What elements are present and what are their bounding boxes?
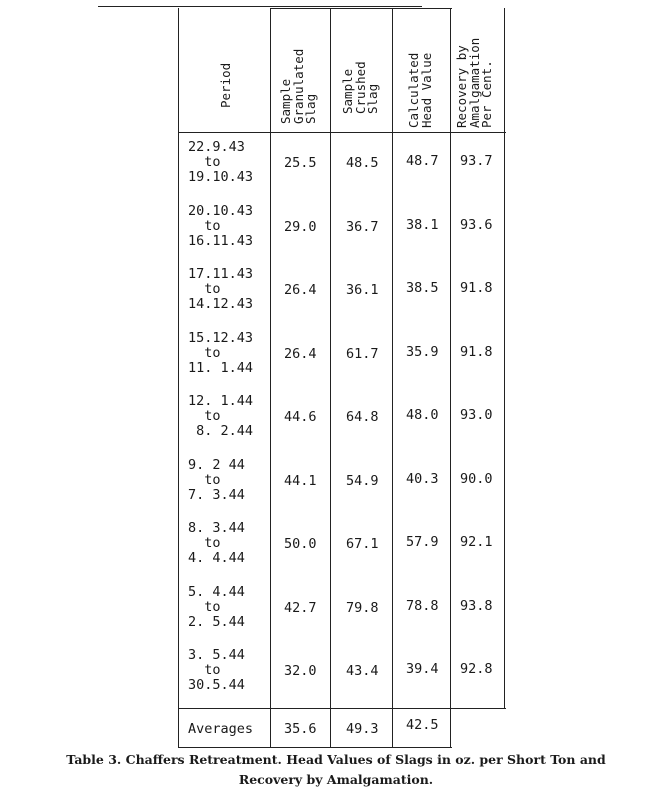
row-crushed: 48.5 xyxy=(346,155,379,171)
row-recovery: 92.1 xyxy=(460,534,493,550)
row-recovery: 93.6 xyxy=(460,216,493,233)
header-period-text: Period xyxy=(218,62,233,108)
row-calculated: 48.0 xyxy=(406,407,439,423)
row-calculated: 40.3 xyxy=(406,470,439,487)
row-crushed: 61.7 xyxy=(346,345,379,362)
averages-top-rule xyxy=(178,708,506,709)
row-recovery: 92.8 xyxy=(460,661,493,677)
row-period: 8. 3.44 to 4. 4.44 xyxy=(188,520,245,566)
row-calculated: 38.1 xyxy=(406,216,439,233)
row-period: 9. 2 44 to 7. 3.44 xyxy=(188,456,245,503)
row-granulated: 32.0 xyxy=(284,663,317,679)
row-period: 3. 5.44 to 30.5.44 xyxy=(188,647,245,693)
row-crushed: 64.8 xyxy=(346,409,379,425)
row-recovery: 91.8 xyxy=(460,280,493,296)
row-granulated: 42.7 xyxy=(284,599,317,616)
row-recovery: 91.8 xyxy=(460,343,493,360)
header-period xyxy=(178,8,270,132)
row-calculated: 57.9 xyxy=(406,534,439,550)
row-period: 12. 1.44 to 8. 2.44 xyxy=(188,393,254,439)
header-granulated xyxy=(270,8,330,132)
row-recovery: 93.8 xyxy=(460,597,493,614)
row-calculated: 35.9 xyxy=(406,343,439,360)
table-bottom-rule xyxy=(178,747,452,748)
header-recovery xyxy=(450,8,504,132)
header-crushed xyxy=(330,8,392,132)
table-caption xyxy=(0,750,672,790)
averages-label: Averages xyxy=(188,721,254,737)
averages-granulated: 35.6 xyxy=(284,721,317,737)
row-calculated: 78.8 xyxy=(406,597,439,614)
row-calculated: 39.4 xyxy=(406,661,439,677)
averages-calculated: 42.5 xyxy=(406,717,439,733)
row-granulated: 25.5 xyxy=(284,155,317,171)
header-granulated-text: Sample Granulated Slag xyxy=(278,48,318,124)
data-table xyxy=(178,8,506,748)
row-crushed: 36.7 xyxy=(346,218,379,235)
row-granulated: 44.6 xyxy=(284,409,317,425)
row-period: 5. 4.44 to 2. 5.44 xyxy=(188,583,245,630)
row-period: 15.12.43 to 11. 1.44 xyxy=(188,329,254,376)
top-rule xyxy=(98,6,422,7)
row-period: 17.11.43 to 14.12.43 xyxy=(188,266,254,312)
caption-line-2: Recovery by Amalgamation. xyxy=(238,772,434,787)
row-period: 20.10.43 to 16.11.43 xyxy=(188,202,254,249)
row-calculated: 38.5 xyxy=(406,280,439,296)
row-period: 22.9.43 to 19.10.43 xyxy=(188,139,254,185)
row-granulated: 50.0 xyxy=(284,536,317,552)
row-granulated: 26.4 xyxy=(284,345,317,362)
header-bottom-rule xyxy=(178,132,506,133)
header-calculated xyxy=(392,8,450,132)
row-granulated: 26.4 xyxy=(284,282,317,298)
header-calculated-text: Calculated Head Value xyxy=(406,52,434,128)
averages-crushed: 49.3 xyxy=(346,721,379,737)
row-recovery: 93.7 xyxy=(460,153,493,169)
row-crushed: 36.1 xyxy=(346,282,379,298)
row-recovery: 93.0 xyxy=(460,407,493,423)
row-recovery: 90.0 xyxy=(460,470,493,487)
row-granulated: 29.0 xyxy=(284,218,317,235)
header-recovery-text: Recovery by Amalgamation Per Cent. xyxy=(454,37,494,128)
row-crushed: 67.1 xyxy=(346,536,379,552)
row-crushed: 43.4 xyxy=(346,663,379,679)
row-granulated: 44.1 xyxy=(284,472,317,489)
row-calculated: 48.7 xyxy=(406,153,439,169)
caption-line-1: Table 3. Chaffers Retreatment. Head Values of Slags in oz. per Short Ton and xyxy=(66,752,606,767)
row-crushed: 54.9 xyxy=(346,472,379,489)
header-crushed-text: Sample Crushed Slag xyxy=(340,61,380,114)
column-divider xyxy=(504,8,505,708)
row-crushed: 79.8 xyxy=(346,599,379,616)
